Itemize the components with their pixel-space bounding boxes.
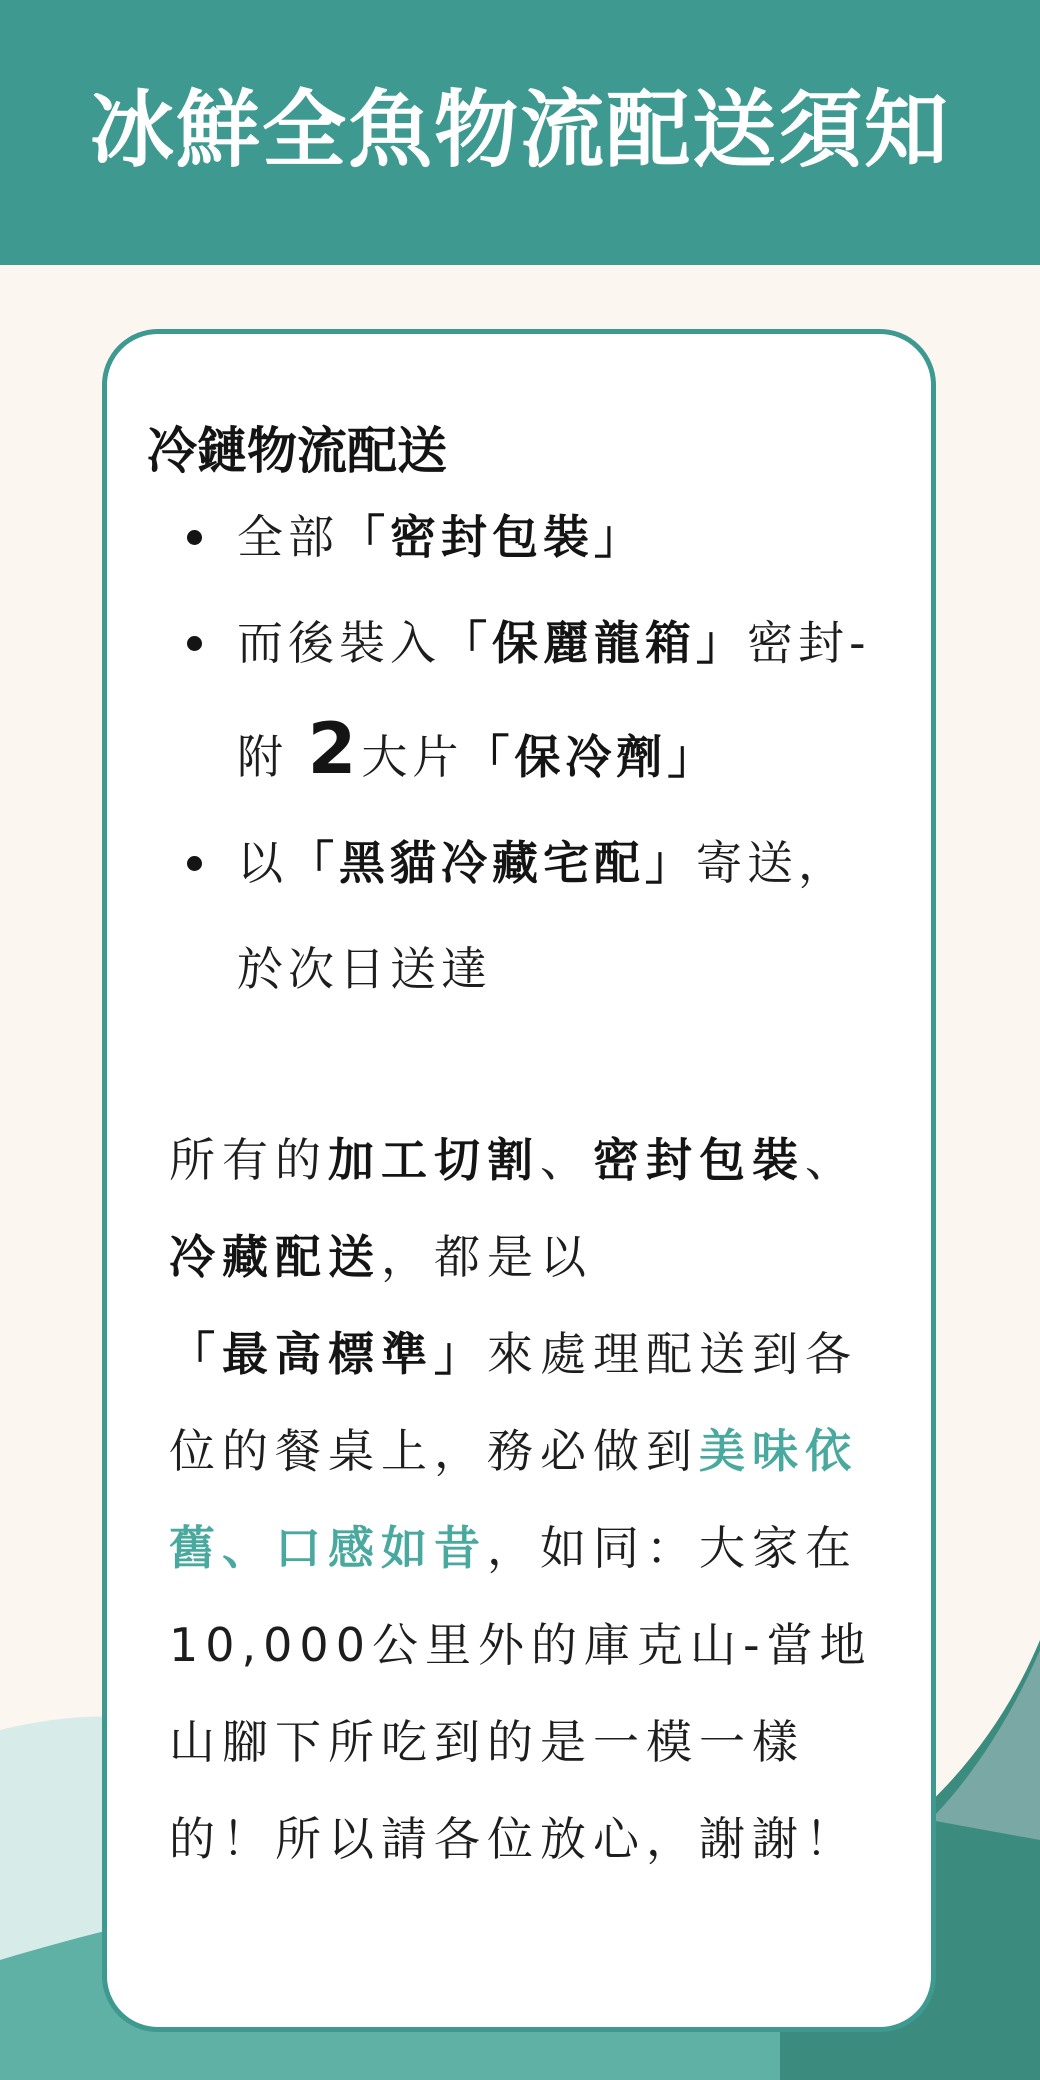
bullet-text: 而後裝入: [237, 616, 441, 670]
paragraph-highlight: 美味依舊、口感如昔: [169, 1424, 858, 1575]
bullet-number: 2: [307, 708, 362, 790]
paragraph-text: ，都是以: [381, 1230, 593, 1284]
bullet-dot-icon: [187, 636, 202, 651]
bullet-text: 密封-附: [237, 616, 871, 784]
bullet-bold: 「密封包裝」: [339, 510, 645, 564]
section-title: 冷鏈物流配送: [147, 422, 447, 480]
paragraph-text: 來處理配送到各位的餐桌上，務必做到: [169, 1327, 858, 1478]
bullet-item: [187, 810, 887, 1022]
paragraph-bold: 冷藏配送: [169, 1230, 381, 1284]
bullet-bold: 「黑貓冷藏宅配」: [288, 836, 696, 890]
paragraph-text: 所有的: [169, 1133, 328, 1187]
paragraph-bold: 「最高標準」: [169, 1327, 487, 1381]
bullet-bold: 「保冷劑」: [463, 730, 719, 784]
bullet-text: 大片: [361, 730, 464, 784]
bullet-text: 全部: [237, 510, 339, 564]
paragraph-text: 、: [540, 1133, 593, 1187]
bullet-dot-icon: [187, 856, 202, 871]
description-paragraph: [169, 1112, 899, 1888]
bullet-text: 以: [237, 836, 288, 890]
bullet-text: 寄送，於次日送達: [237, 836, 849, 996]
paragraph-bold: 加工切割: [328, 1133, 540, 1187]
paragraph-bold: 密封包裝: [593, 1133, 805, 1187]
page-title: 冰鮮全魚物流配送須知: [89, 81, 950, 179]
paragraph-text: 、: [805, 1133, 858, 1187]
bullet-item: [187, 484, 887, 590]
bullet-dot-icon: [187, 530, 202, 545]
info-card: [102, 329, 936, 2032]
bullet-item: [187, 590, 887, 810]
paragraph-text: ，如同：大家在10,000公里外的庫克山-當地山腳下所吃到的是一模一樣的！所以請各位放心，謝謝！: [169, 1521, 873, 1866]
bullet-list: [187, 484, 887, 1022]
bullet-bold: 「保麗龍箱」: [441, 616, 747, 670]
